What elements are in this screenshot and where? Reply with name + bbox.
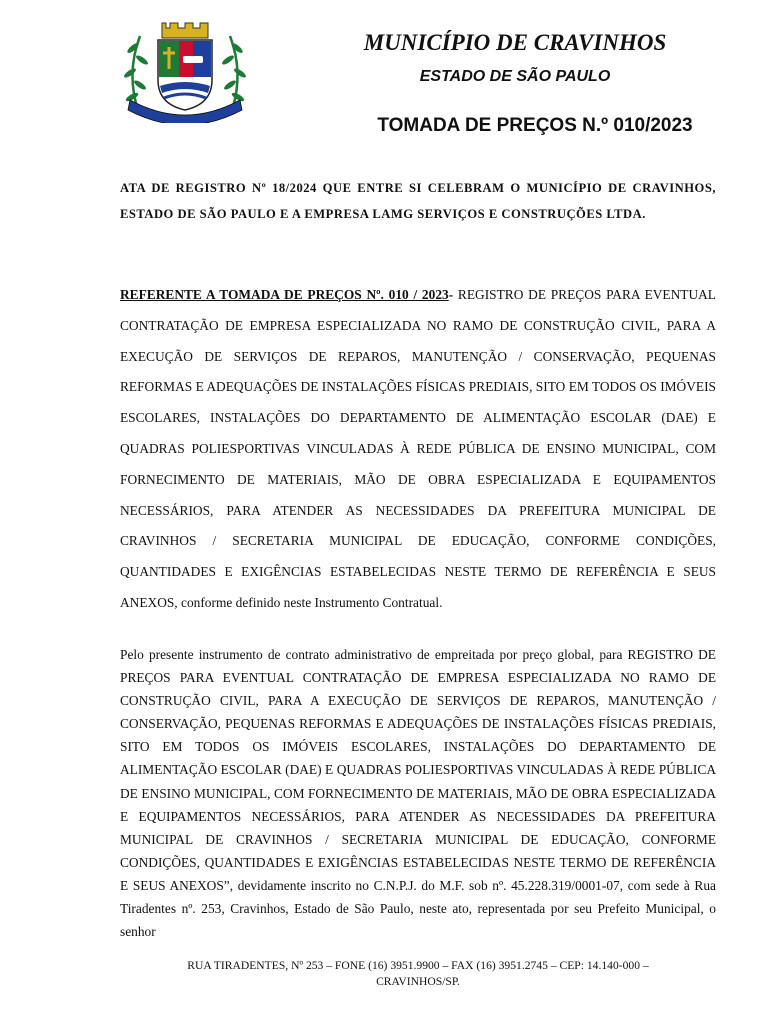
contract-paragraph: Pelo presente instrumento de contrato administrativo de empreitada por preço global, para REGISTRO DE PREÇOS PARA EVENTUAL CONTRATAÇÃO DE EMPRESA ESPECIALIZADA NO RAMO DE CONSTRUÇÃO CIVIL, PARA A EXECUÇÃO DE SERVIÇOS DE REPAROS, MANUTENÇÃO / CONSERVAÇÃO, PEQUENAS REFORMAS E ADEQUAÇÕES DE INSTALAÇÕES FÍSICAS PREDIAIS, SITO EM TODOS OS IMÓVEIS ESCOLARES, INSTALAÇÕES DO DEPARTAMENTO DE ALIMENTAÇÃO ESCOLAR (DAE) E QUADRAS POLIESPORTIVAS VINCULADAS À REDE PÚBLICA DE ENSINO MUNICIPAL, COM FORNECIMENTO DE MATERIAIS, MÃO DE OBRA ESPECIALIZADA E EQUIPAMENTOS NECESSÁRIOS, PARA ATENDER AS NECESSIDADES DA PREFEITURA MUNICIPAL DE CRAVINHOS / SECRETARIA MUNICIPAL DE EDUCAÇÃO, CONFORME CONDIÇÕES, QUANTIDADES E EXIGÊNCIAS ESTABELECIDAS NESTE TERMO DE REFERÊNCIA E SEUS ANEXOS”, devidamente inscrito no C.N.P.J. do M.F. sob nº. 45.228.319/0001-07, com sede à Rua Tiradentes nº. 253, Cravinhos, Estado de São Paulo, neste ato, representada por seu Prefeito Municipal, o senhor	[120, 647, 716, 940]
process-title: TOMADA DE PREÇOS N.º 010/2023	[377, 115, 693, 136]
ata-heading: ATA DE REGISTRO Nº 18/2024 QUE ENTRE SI CELEBRAM O MUNICÍPIO DE CRAVINHOS, ESTADO DE SÃO PAULO E A EMPRESA LAMG SERVIÇOS E CONSTRUÇÕES LTDA.	[120, 181, 716, 221]
reference-body: REGISTRO DE PREÇOS PARA EVENTUAL CONTRATAÇÃO DE EMPRESA ESPECIALIZADA NO RAMO DE CONSTRUÇÃO CIVIL, PARA A EXECUÇÃO DE SERVIÇOS DE REPAROS, MANUTENÇÃO / CONSERVAÇÃO, PEQUENAS REFORMAS E ADEQUAÇÕES DE INSTALAÇÕES FÍSICAS PREDIAIS, SITO EM TODOS OS IMÓVEIS ESCOLARES, INSTALAÇÕES DO DEPARTAMENTO DE ALIMENTAÇÃO ESCOLAR (DAE) E QUADRAS POLIESPORTIVAS VINCULADAS À REDE PÚBLICA DE ENSINO MUNICIPAL, COM FORNECIMENTO DE MATERIAIS, MÃO DE OBRA ESPECIALIZADA E EQUIPAMENTOS NECESSÁRIOS, PARA ATENDER AS NECESSIDADES DA PREFEITURA MUNICIPAL DE CRAVINHOS / SECRETARIA MUNICIPAL DE EDUCAÇÃO, CONFORME CONDIÇÕES, QUANTIDADES E EXIGÊNCIAS ESTABELECIDAS NESTE TERMO DE REFERÊNCIA E SEUS ANEXOS, conforme definido neste Instrumento Contratual.	[120, 287, 716, 610]
reference-lead: REFERENTE A TOMADA DE PREÇOS Nº. 010 / 2023	[120, 287, 449, 302]
footer-city: CRAVINHOS/SP.	[376, 975, 460, 988]
reference-lead-suffix: -	[448, 287, 454, 302]
state-subtitle: ESTADO DE SÃO PAULO	[419, 68, 611, 85]
reference-paragraph	[120, 280, 716, 619]
municipal-coat-of-arms	[120, 18, 250, 123]
footer-address: RUA TIRADENTES, Nº 253 – FONE (16) 3951.9900 – FAX (16) 3951.2745 – CEP: 14.140-000 –	[187, 959, 649, 972]
page-footer	[120, 958, 716, 990]
municipality-title: MUNICÍPIO DE CRAVINHOS	[363, 30, 667, 55]
